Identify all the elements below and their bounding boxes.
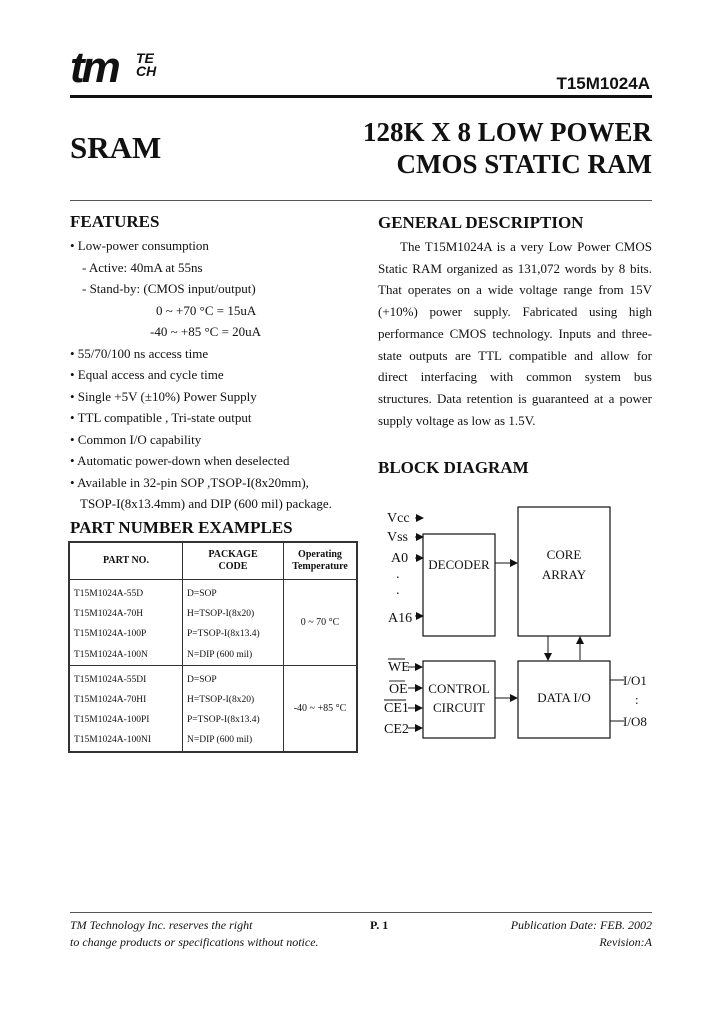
part-number-heading: PART NUMBER EXAMPLES: [70, 518, 293, 537]
section-rule: [70, 200, 652, 201]
feature-line: • TTL compatible , Tri-state output: [70, 410, 252, 425]
footer-disclaimer: TM Technology Inc. reserves the right to change products or specifications without notice.: [70, 918, 319, 949]
company-logo: [70, 43, 157, 92]
feature-line: 0 ~ +70 °C = 15uA: [156, 302, 257, 318]
feature-line: - Active: 40mA at 55ns: [82, 259, 203, 275]
array-label: ARRAY: [541, 567, 587, 582]
feature-line: • Low-power consumption: [70, 238, 209, 253]
product-title: 128K X 8 LOW POWER CMOS STATIC RAM: [362, 117, 652, 179]
header-rule: [70, 95, 652, 98]
signal-oe: OE: [389, 682, 408, 697]
signal-ce2: CE2: [384, 722, 409, 737]
feature-line: TSOP-I(8x13.4mm) and DIP (600 mil) package.: [80, 496, 332, 511]
decoder-block: [423, 534, 495, 636]
footer-rule: [70, 912, 652, 913]
feature-line: • 55/70/100 ns access time: [70, 345, 209, 361]
data-io-label: DATA I/O: [537, 690, 591, 705]
code-list-industrial: D=SOP H=TSOP-I(8x20) P=TSOP-I(8x13.4) N=DIP (600 mil): [183, 665, 284, 751]
feature-line: • Equal access and cycle time: [70, 367, 224, 382]
block-diagram-heading: BLOCK DIAGRAM: [378, 458, 529, 477]
core-label: CORE: [546, 547, 582, 562]
description-heading: GENERAL DESCRIPTION: [378, 213, 584, 232]
block-diagram: [378, 490, 658, 745]
signal-a16: A16: [388, 611, 413, 626]
category-title: SRAM: [70, 130, 162, 165]
feature-line: - Stand-by: (CMOS input/output): [82, 281, 256, 296]
feature-line: • Common I/O capability: [70, 431, 202, 447]
header-part-number: T15M1024A: [556, 74, 650, 93]
table-row: [69, 665, 357, 751]
io-dots: :: [635, 692, 639, 707]
signal-dot: .: [396, 567, 400, 582]
feature-line: • Single +5V (±10%) Power Supply: [70, 388, 257, 404]
features-heading: FEATURES: [70, 212, 160, 231]
control-label: CONTROL: [428, 681, 490, 696]
io1-label: I/O1: [623, 673, 647, 688]
feature-line: -40 ~ +85 °C = 20uA: [150, 324, 262, 339]
features-list: [70, 235, 360, 515]
signal-a0: A0: [391, 551, 409, 566]
feature-line: • Available in 32-pin SOP ,TSOP-I(8x20mm),: [70, 474, 309, 490]
circuit-label: CIRCUIT: [433, 700, 485, 715]
part-list-industrial: T15M1024A-55DI T15M1024A-70HI T15M1024A-100PI T15M1024A-100NI: [69, 665, 183, 751]
code-list-commercial: D=SOP H=TSOP-I(8x20) P=TSOP-I(8x13.4) N=DIP (600 mil): [183, 580, 284, 666]
logo-tm-text: tm: [70, 43, 118, 92]
logo-tech-text: TE CH: [136, 50, 157, 79]
description-text: The T15M1024A is a very Low Power CMOS Static RAM organized as 131,072 words by 8 bits. That operates on a wide voltage range from 15V (+10%) power supply. Fabricated using high performance CMOS technology. Inputs and three-state outputs are TTL compatible and allow for direct interfacing with common system bus structures. Data retention is guaranteed at a power supply voltage as low as 1.5V.: [378, 239, 652, 428]
part-number-table: [68, 541, 358, 753]
io8-label: I/O8: [623, 714, 647, 729]
signal-ce1: CE1: [384, 701, 409, 716]
col-part-no: PART NO.: [69, 542, 183, 580]
signal-vcc: Vcc: [387, 511, 410, 526]
feature-line: • Automatic power-down when deselected: [70, 453, 290, 468]
temperature-commercial: 0 ~ 70 °C: [284, 580, 358, 666]
part-list-commercial: T15M1024A-55D T15M1024A-70H T15M1024A-100P T15M1024A-100N: [69, 580, 183, 666]
temperature-industrial: -40 ~ +85 °C: [284, 665, 358, 751]
signal-we: WE: [388, 660, 410, 675]
page-number: P. 1: [370, 918, 389, 932]
table-row: [69, 580, 357, 666]
signal-vss: Vss: [387, 530, 409, 545]
decoder-label: DECODER: [428, 557, 490, 572]
col-package-code: PACKAGE CODE: [183, 542, 284, 580]
signal-dot: .: [396, 583, 400, 598]
table-header-row: [69, 542, 357, 580]
footer-publication: Publication Date: FEB. 2002 Revision:A: [510, 918, 652, 949]
col-temperature: Operating Temperature: [284, 542, 358, 580]
